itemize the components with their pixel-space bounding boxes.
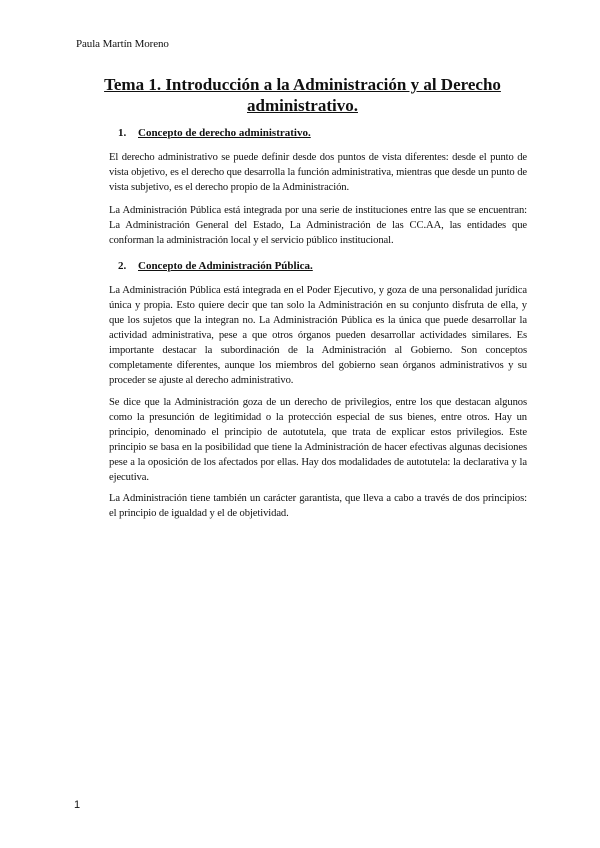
section-2-number: 2. [118, 260, 127, 272]
section-2-paragraph-2: Se dice que la Administración goza de un derecho de privilegios, entre los que destacan algunos como la presunción de legitimidad o la protección especial de sus bienes, entre otros. Hay un principio, denominado el principio de autotutela, que trata de explicar estos privilegios. Este principio se basa en la posibilidad que tiene la Administración de hacer efectivas algunas decisiones pese a la oposición de los afectados por ellas. Hay dos modalidades de autotutela: la declarativa y la ejecutiva. [109, 397, 527, 483]
page-number: 1 [74, 799, 81, 811]
section-1-number: 1. [118, 127, 127, 139]
section-2-paragraph-3: La Administración tiene también un carácter garantista, que lleva a cabo a través de dos principios: el principio de igualdad y el de objetividad. [109, 493, 527, 519]
section-1-paragraph-2: La Administración Pública está integrada por una serie de instituciones entre las que se encuentran: La Administración General del Estado, La Administración de las CC.AA, las entidades que conforman la administración local y el servicio público institucional. [109, 205, 527, 246]
section-2-heading: Concepto de Administración Pública. [138, 260, 313, 272]
section-1-heading: Concepto de derecho administrativo. [138, 127, 311, 139]
author-name: Paula Martín Moreno [76, 38, 169, 50]
document-title: Tema 1. Introducción a la Administración y al Derecho administrativo. [104, 75, 501, 115]
section-2-paragraph-1: La Administración Pública está integrada en el Poder Ejecutivo, y goza de una personalidad jurídica única y propia. Esto quiere decir que tan solo la Administración en su conjunto disfruta de ella, y que los sujetos que la integran no. La Administración Pública es la única que puede desarrollar la actividad administrativa, pese a que otros órganos pueden desarrollar actividades similares. Es importante destacar la subordinación de la Administración al Gobierno. Son conceptos completamente diferentes, aunque los miembros del gobierno sean órganos administrativos y su proceder se ajuste al derecho administrativo. [109, 285, 527, 386]
section-1-paragraph-1: El derecho administrativo se puede definir desde dos puntos de vista diferentes: desde el punto de vista objetivo, es el derecho que desarrolla la función administrativa, mientras que desde un punto de vista subjetivo, es el derecho propio de la Administración. [109, 152, 527, 193]
